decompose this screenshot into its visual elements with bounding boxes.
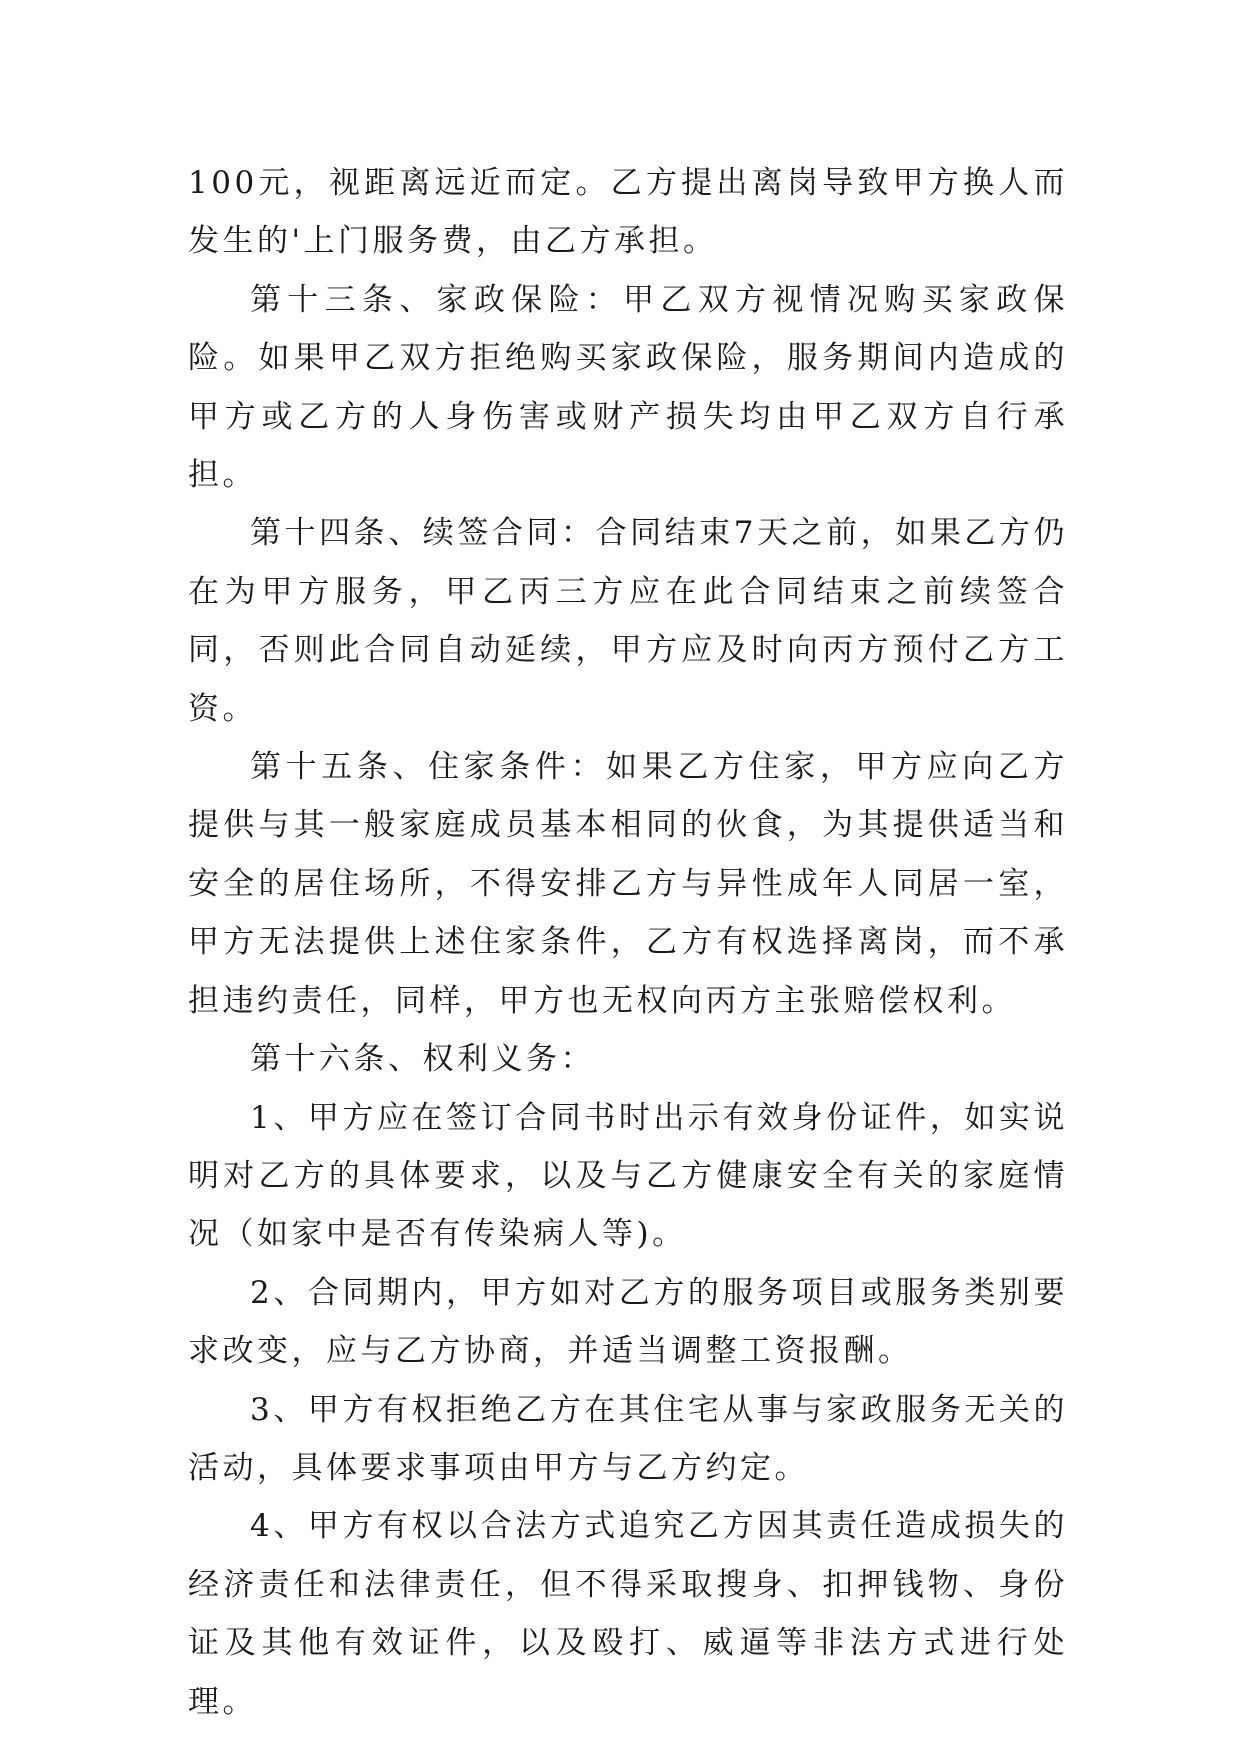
paragraph-article-15: 第十五条、住家条件：如果乙方住家，甲方应向乙方提供与其一般家庭成员基本相同的伙食，为其提供适当和安全的居住场所，不得安排乙方与异性成年人同居一室，甲方无法提供上述住家条件，乙方有权选择离岗，而不承担违约责任，同样，甲方也无权向丙方主张赔偿权利。	[188, 749, 1068, 1019]
paragraph-item-3: 3、甲方有权拒绝乙方在其住宅从事与家政服务无关的活动，具体要求事项由甲方与乙方约定。	[188, 1391, 1068, 1486]
document-body	[188, 154, 1068, 1731]
paragraph-article-13: 第十三条、家政保险：甲乙双方视情况购买家政保险。如果甲乙双方拒绝购买家政保险，服务期间内造成的甲方或乙方的人身伤害或财产损失均由甲乙双方自行承担。	[188, 281, 1068, 494]
paragraph-item-2: 2、合同期内，甲方如对乙方的服务项目或服务类别要求改变，应与乙方协商，并适当调整工资报酬。	[188, 1274, 1068, 1370]
paragraph-article-16-heading: 第十六条、权利义务：	[250, 1041, 595, 1078]
paragraph-service-fee: 100元，视距离远近而定。乙方提出离岗导致甲方换人而发生的'上门服务费，由乙方承担。	[188, 165, 1068, 260]
paragraph-item-1: 1、甲方应在签订合同书时出示有效身份证件，如实说明对乙方的具体要求，以及与乙方健康安全有关的家庭情况（如家中是否有传染病人等)。	[188, 1099, 1068, 1253]
paragraph-item-4: 4、甲方有权以合法方式追究乙方因其责任造成损失的经济责任和法律责任，但不得采取搜身、扣押钱物、身份证及其他有效证件，以及殴打、威逼等非法方式进行处理。	[188, 1508, 1068, 1720]
paragraph-article-14: 第十四条、续签合同：合同结束7天之前，如果乙方仍在为甲方服务，甲乙丙三方应在此合同结束之前续签合同，否则此合同自动延续，甲方应及时向丙方预付乙方工资。	[188, 515, 1068, 727]
